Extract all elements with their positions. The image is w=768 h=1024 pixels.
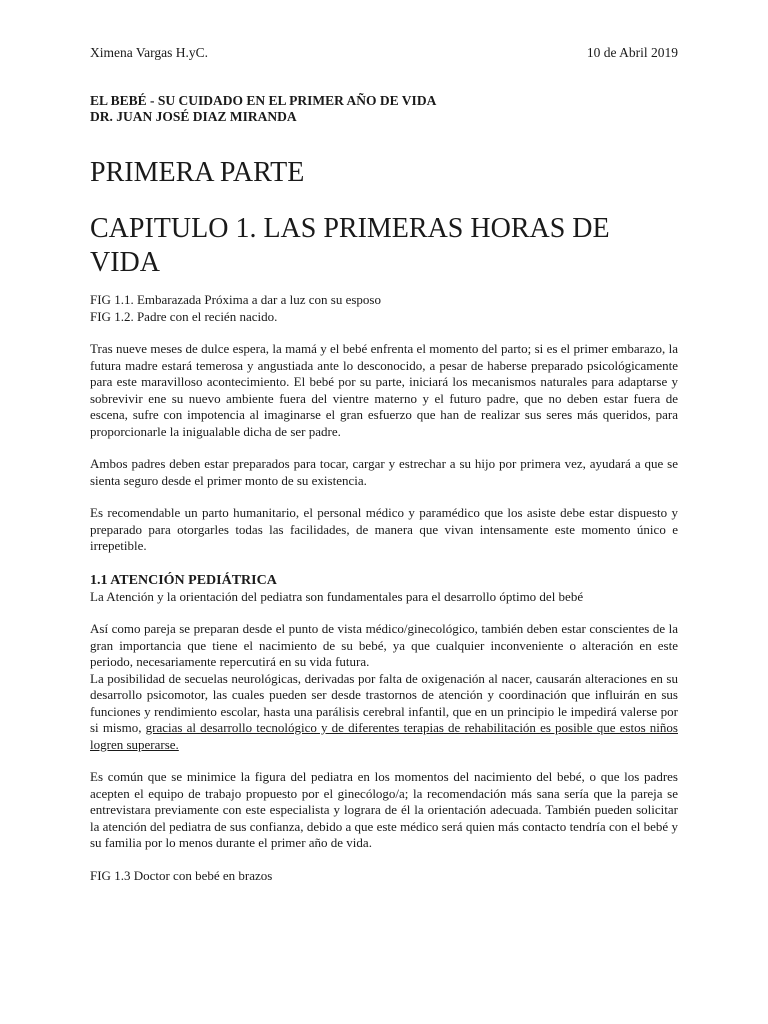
figure-caption: FIG 1.1. Embarazada Próxima a dar a luz con su esposo [90,292,381,307]
paragraph: La Atención y la orientación del pediatra son fundamentales para el desarrollo óptimo del bebé [90,588,584,604]
paragraph: Es recomendable un parto humanitario, el personal médico y paramédico que los asiste debe estar dispuesto y preparado para otorgarles todas las facilidades, de manera que vivan intensamente este momento único e irrepetible. [90,505,678,553]
header-author: Ximena Vargas H.yC. [90,45,208,60]
paragraph-text: La posibilidad de secuelas neurológicas, derivadas por falta de oxigenación al nacer, causarán alteraciones en su desarrollo psicomotor, las cuales pueden ser desde trastornos de atención y coordinación que influirán en sus funciones y rendimiento escolar, hasta una parálisis cerebral infantil, que en un principio le impedirá valerse por si mismo, [90,670,678,735]
figure-caption: FIG 1.3 Doctor con bebé en brazos [90,867,273,883]
book-title: EL BEBÉ - SU CUIDADO EN EL PRIMER AÑO DE VIDA [90,93,437,108]
header-date: 10 de Abril 2019 [586,45,678,60]
figure-caption: FIG 1.2. Padre con el recién nacido. [90,308,278,324]
paragraph: Ambos padres deben estar preparados para tocar, cargar y estrechar a su hijo por primera vez, ayudará a que se sienta seguro desde el primer monto de su existencia. [90,456,678,488]
page-header [90,44,678,62]
paragraph [90,671,678,754]
underlined-text: gracias al desarrollo tecnológico y de diferentes terapias de rehabilitación es posible que estos niños logren superarse. [90,720,678,752]
paragraph: Es común que se minimice la figura del pediatra en los momentos del nacimiento del bebé, o que los padres acepten el equipo de trabajo propuesto por el ginecólogo/a; la recomendación más sana sería que la pareja se entrevistara previamente con este especialista y lograra de él la orientación adecuada. También pueden solicitar la atención del pediatra de sus confianza, debido a que este médico será quien más contacto tendría con el bebé y su familia por lo menos durante el primer año de vida. [90,769,678,850]
part-title: PRIMERA PARTE [90,157,305,188]
figure-captions [90,292,678,325]
paragraph: Así como pareja se preparan desde el punto de vista médico/ginecológico, también deben estar conscientes de la gran importancia que tiene el nacimiento de su bebé, ya que cualquier inconveniente o alteración en este periodo, necesariamente repercutirá en su vida futura. [90,621,678,669]
chapter-title: CAPITULO 1. LAS PRIMERAS HORAS DE VIDA [90,213,610,278]
section-title: 1.1 ATENCIÓN PEDIÁTRICA [90,572,277,588]
document-page [90,44,678,884]
book-heading [90,93,678,125]
paragraph: Tras nueve meses de dulce espera, la mamá y el bebé enfrenta el momento del parto; si es el primer embarazo, la futura madre estará temerosa y angustiada ante lo desconocido, a pesar de haberse preparado psicológicamente para este maravilloso acontecimiento. El bebé por su parte, iniciará los mecanismos naturales para adaptarse y sobrevivir ene su nuevo ambiente fuera del vientre materno y el futuro padre, que no deben estar fuera de escena, sufre con impotencia al imaginarse el gran esfuerzo que han de realizar sus seres más queridos, para proporcionarle la inigualable dicha de ser padre. [90,341,678,439]
book-author: DR. JUAN JOSÉ DIAZ MIRANDA [90,109,297,124]
